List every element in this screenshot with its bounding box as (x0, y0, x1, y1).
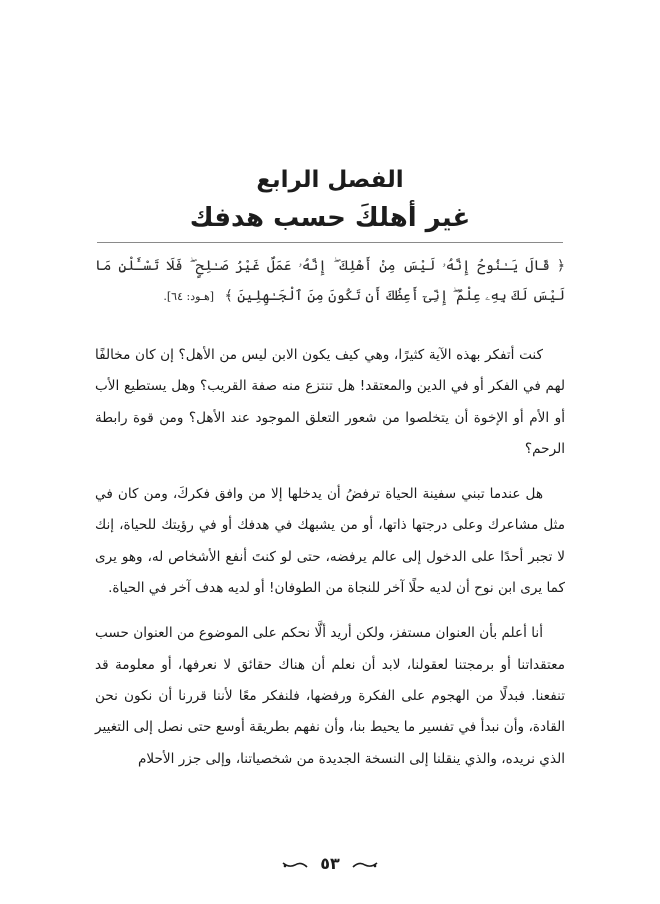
verse-reference: [هـود: ٦٤]. (163, 290, 215, 303)
verse-close-bracket: ﴾ (224, 288, 233, 304)
ornament-right-icon (351, 860, 379, 869)
verse-text: قَالَ يَـٰنُوحُ إِنَّهُۥ لَيْسَ مِنْ أَهْلِكَ ۖ إِنَّهُۥ عَمَلٌ غَيْرُ صَـٰلِحٍ ۖ فَلَا تَسْـَٔلْنِ مَا لَيْسَ لَكَ بِهِۦ عِلْمٌ ۖ إِنِّىٓ أَعِظُكَ أَن تَكُونَ مِنَ ٱلْجَـٰهِلِينَ (95, 258, 565, 304)
chapter-label: الفصل الرابع (256, 167, 404, 193)
divider (97, 242, 563, 243)
paragraph: هل عندما تبني سفينة الحياة ترفضُ أن يدخلها إلا من وافق فكركَ، ومن كان في مثل مشاعرك وعلى درجتها ذاتها، أو من يشبهك في هدفك أو في رؤيتك للحياة، إنك لا تجبر أحدًا على الدخول إلى عالم يرفضه، حتى لو كنتَ أنفع الأشخاص له، وهو يرى كما يرى ابن نوح أن لديه حلًا آخر للنجاة من الطوفان! أو لديه هدف آخر في الحياة. (95, 486, 565, 597)
verse-open-bracket: ﴿ (556, 258, 566, 274)
quran-verse (95, 251, 565, 312)
paragraph: أنا أعلم بأن العنوان مستفز، ولكن أريد ألَّا نحكم على الموضوع من العنوان حسب معتقداتنا أو برمجتنا لعقولنا، لابد أن نعلم أن هناك حقائق لا نعرفها، أو معلومة قد تنفعنا. فبدلًا من الهجوم على الفكرة ورفضها، فلنفكر معًا لأننا قررنا أن نكون نحن القادة، وأن نبدأ في تفسير ما يحيط بنا، وأن نفهم بطريقة أوسع حتى نصل إلى التغيير الذي نريده، والذي ينقلنا إلى النسخة الجديدة من شخصياتنا، وإلى جزر الأحلام (95, 625, 565, 767)
page-number: ٥٣ (320, 854, 340, 873)
ornament-left-icon (281, 860, 309, 869)
paragraph: كنت أتفكر بهذه الآية كثيرًا، وهي كيف يكون الابن ليس من الأهل؟ إن كان مخالفًا لهم في الفكر أو في الدين والمعتقد! هل تنتزع منه صفة القريب؟ وهل يستطيع الأب أو الأم أو الإخوة أن يتخلصوا من شعور التعلق الموجود عند الأهل؟ ومن قوة رابطة الرحم؟ (95, 347, 565, 457)
chapter-title: غير أهلكَ حسب هدفك (189, 203, 471, 233)
page-number-footer (0, 852, 660, 876)
body-text (95, 340, 565, 789)
